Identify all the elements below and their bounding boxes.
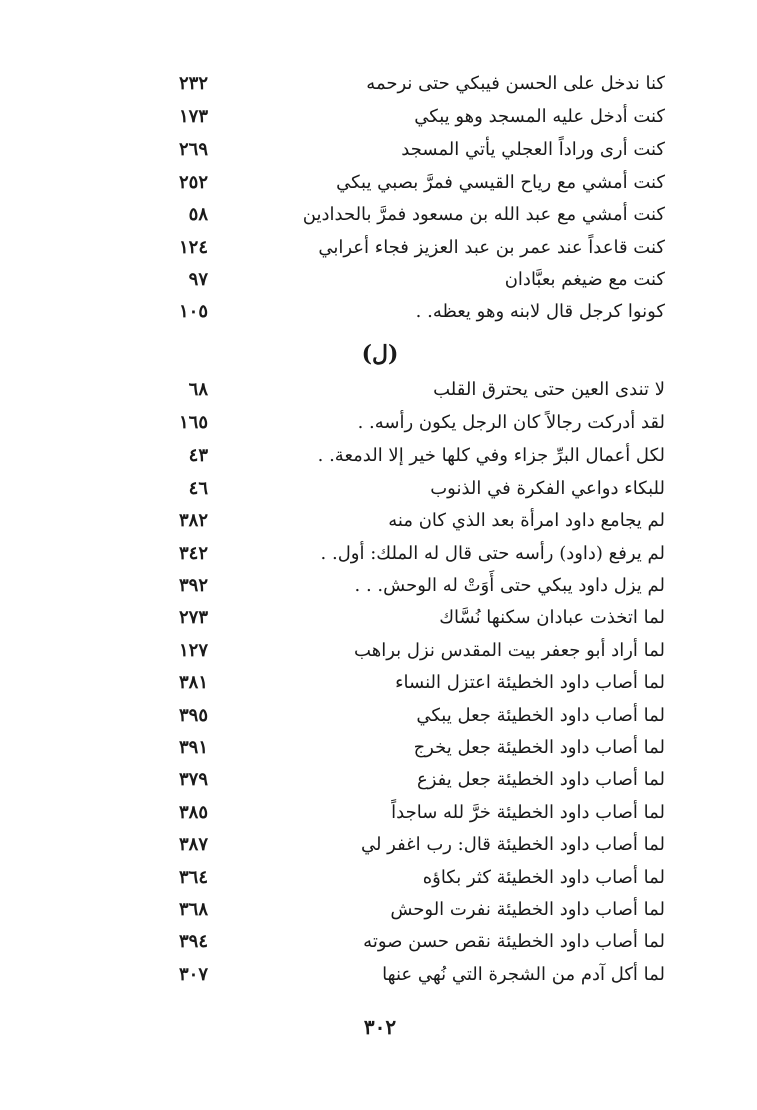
entry-page-number: ٣٩١ (178, 737, 208, 758)
entry-page-number: ٢٥٢ (178, 172, 208, 193)
entry-text: لما أصاب داود الخطيئة جعل يخرج (413, 737, 665, 758)
index-entry (150, 797, 665, 829)
entry-page-number: ٣٦٨ (178, 899, 208, 920)
entry-text: لما أكل آدم من الشجرة التي نُهي عنها (382, 964, 665, 985)
entry-page-number: ٣٩٤ (178, 931, 208, 952)
section-heading: (ل) (361, 341, 399, 367)
entry-page-number: ٤٣ (188, 445, 208, 466)
index-entry (150, 407, 665, 439)
index-entry (150, 505, 665, 537)
entry-text: لما أصاب داود الخطيئة نقص حسن صوته (363, 931, 665, 952)
entry-text: لكل أعمال البرِّ جزاء وفي كلها خير إلا الدمعة. . (317, 445, 665, 466)
entry-text: لم يجامع داود امرأة بعد الذي كان منه (388, 510, 665, 531)
entry-page-number: ٣٨٧ (178, 834, 208, 855)
entry-text: لقد أدركت رجالاً كان الرجل يكون رأسه. . (357, 412, 665, 433)
entry-text: كنت أدخل عليه المسجد وهو يبكي (414, 106, 665, 127)
entry-page-number: ٣٤٢ (178, 543, 208, 564)
entry-page-number: ٣٠٧ (178, 964, 208, 985)
entry-page-number: ١٠٥ (178, 301, 208, 322)
entry-page-number: ٣٨١ (178, 672, 208, 693)
entry-page-number: ١٦٥ (178, 412, 208, 433)
entry-text: كنت قاعداً عند عمر بن عبد العزيز فجاء أعرابي (318, 237, 665, 258)
index-entry (150, 101, 665, 133)
entry-text: لما اتخذت عبادان سكنها نُسَّاك (439, 607, 665, 628)
entry-text: كنت أرى وراداً العجلي يأتي المسجد (401, 139, 665, 160)
entry-page-number: ٣٨٥ (178, 802, 208, 823)
entry-text: لما أصاب داود الخطيئة جعل يفزع (416, 769, 665, 790)
entry-page-number: ٣٦٤ (178, 867, 208, 888)
entry-text: لما أصاب داود الخطيئة كثر بكاؤه (422, 867, 665, 888)
entry-page-number: ٤٦ (188, 478, 208, 499)
index-entry (150, 764, 665, 796)
entry-text: لما أصاب داود الخطيئة نفرت الوحش (390, 899, 665, 920)
index-entry (150, 667, 665, 699)
entry-page-number: ٣٩٢ (178, 575, 208, 596)
entry-text: لا تندى العين حتى يحترق القلب (433, 379, 665, 400)
entry-page-number: ١٢٧ (178, 640, 208, 661)
index-entry (150, 199, 665, 231)
index-entry (150, 700, 665, 732)
index-entry (150, 602, 665, 634)
index-entry (150, 926, 665, 958)
index-entry (150, 134, 665, 166)
index-entry (150, 167, 665, 199)
index-entry (150, 959, 665, 991)
entry-page-number: ٦٨ (188, 379, 208, 400)
entry-text: لما أراد أبو جعفر بيت المقدس نزل براهب (354, 640, 665, 661)
entry-page-number: ١٢٤ (178, 237, 208, 258)
entry-page-number: ٢٣٢ (178, 73, 208, 94)
entry-text: لم يزل داود يبكي حتى أَوَتْ له الوحش. . . (354, 575, 665, 596)
index-entry (150, 635, 665, 667)
entry-page-number: ٩٧ (188, 269, 208, 290)
entry-text: لما أصاب داود الخطيئة جعل يبكي (416, 705, 665, 726)
index-entry (150, 570, 665, 602)
entry-text: لما أصاب داود الخطيئة اعتزل النساء (395, 672, 665, 693)
entry-text: لما أصاب داود الخطيئة قال: رب اغفر لي (360, 834, 665, 855)
entry-page-number: ٢٦٩ (178, 139, 208, 160)
entry-text: كنت أمشي مع رياح القيسي فمرَّ بصبي يبكي (336, 172, 665, 193)
entry-page-number: ٥٨ (188, 204, 208, 225)
entry-text: كونوا كرجل قال لابنه وهو يعظه. . (415, 301, 665, 322)
index-entry (150, 296, 665, 328)
entry-page-number: ٣٩٥ (178, 705, 208, 726)
page-number: ٣٠٢ (363, 1015, 397, 1039)
index-entry (150, 68, 665, 100)
entry-text: كنا ندخل على الحسن فيبكي حتى نرحمه (366, 73, 665, 94)
index-entry (150, 894, 665, 926)
index-entry (150, 862, 665, 894)
entry-text: كنت مع ضيغم بعبَّادان (504, 269, 665, 290)
entry-page-number: ٣٧٩ (178, 769, 208, 790)
index-entry (150, 440, 665, 472)
index-entry (150, 473, 665, 505)
index-entry (150, 232, 665, 264)
entry-page-number: ١٧٣ (178, 106, 208, 127)
index-entry (150, 732, 665, 764)
index-entry (150, 264, 665, 296)
entry-text: للبكاء دواعي الفكرة في الذنوب (430, 478, 665, 499)
entry-page-number: ٢٧٣ (178, 607, 208, 628)
entry-text: لما أصاب داود الخطيئة خرَّ لله ساجداً (391, 802, 665, 823)
index-entry (150, 374, 665, 406)
index-entry (150, 829, 665, 861)
entry-text: كنت أمشي مع عبد الله بن مسعود فمرَّ بالحدادين (302, 204, 665, 225)
entry-page-number: ٣٨٢ (178, 510, 208, 531)
entry-text: لم يرفع (داود) رأسه حتى قال له الملك: أول. . (320, 543, 665, 564)
index-entry (150, 538, 665, 570)
